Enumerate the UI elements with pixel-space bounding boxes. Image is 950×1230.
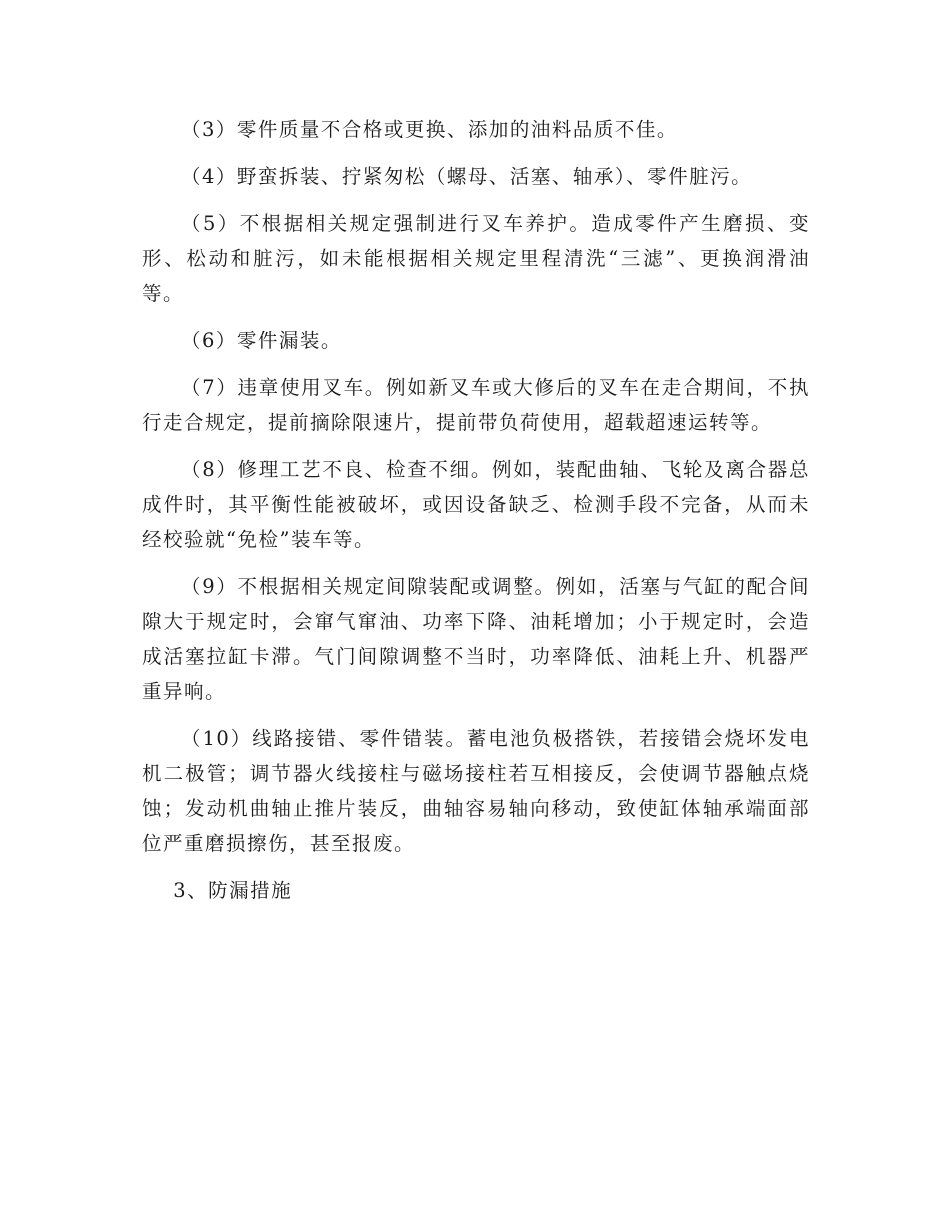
paragraph-item-6: （6）零件漏装。 (181, 329, 342, 352)
paragraph-item-10: （10）线路接错、零件错装。蓄电池负极搭铁，若接错会烧坏发电机二极管；调节器火线接柱与磁场接柱若互相接反，会使调节器触点烧蚀；发动机曲轴止推片装反，曲轴容易轴向移动，致使缸体轴承端面部位严重磨损擦伤，甚至报废。 (142, 727, 810, 855)
paragraph-item-5: （5）不根据相关规定强制进行叉车养护。造成零件产生磨损、变形、松动和脏污，如未能根据相关规定里程清洗“三滤”、更换润滑油等。 (142, 212, 810, 305)
paragraph-item-4: （4）野蛮拆装、拧紧匆松（螺母、活塞、轴承）、零件脏污。 (181, 165, 753, 188)
paragraph-item-7: （7）违章使用叉车。例如新叉车或大修后的叉车在走合期间，不执行走合规定，提前摘除限速片，提前带负荷使用，超载超速运转等。 (142, 376, 810, 434)
document-body (142, 112, 810, 920)
paragraph-item-9: （9）不根据相关规定间隙装配或调整。例如，活塞与气缸的配合间隙大于规定时，会窜气窜油、功率下降、油耗增加；小于规定时，会造成活塞拉缸卡滞。气门间隙调整不当时，功率降低、油耗上升、机器严重异响。 (142, 575, 810, 703)
section-heading: 3、防漏措施 (173, 879, 293, 902)
paragraph-item-3: （3）零件质量不合格或更换、添加的油料品质不佳。 (181, 118, 678, 141)
paragraph-item-8: （8）修理工艺不良、检查不细。例如，装配曲轴、飞轮及离合器总成件时，其平衡性能被破坏，或因设备缺乏、检测手段不完备，从而未经校验就“免检”装车等。 (142, 458, 810, 551)
